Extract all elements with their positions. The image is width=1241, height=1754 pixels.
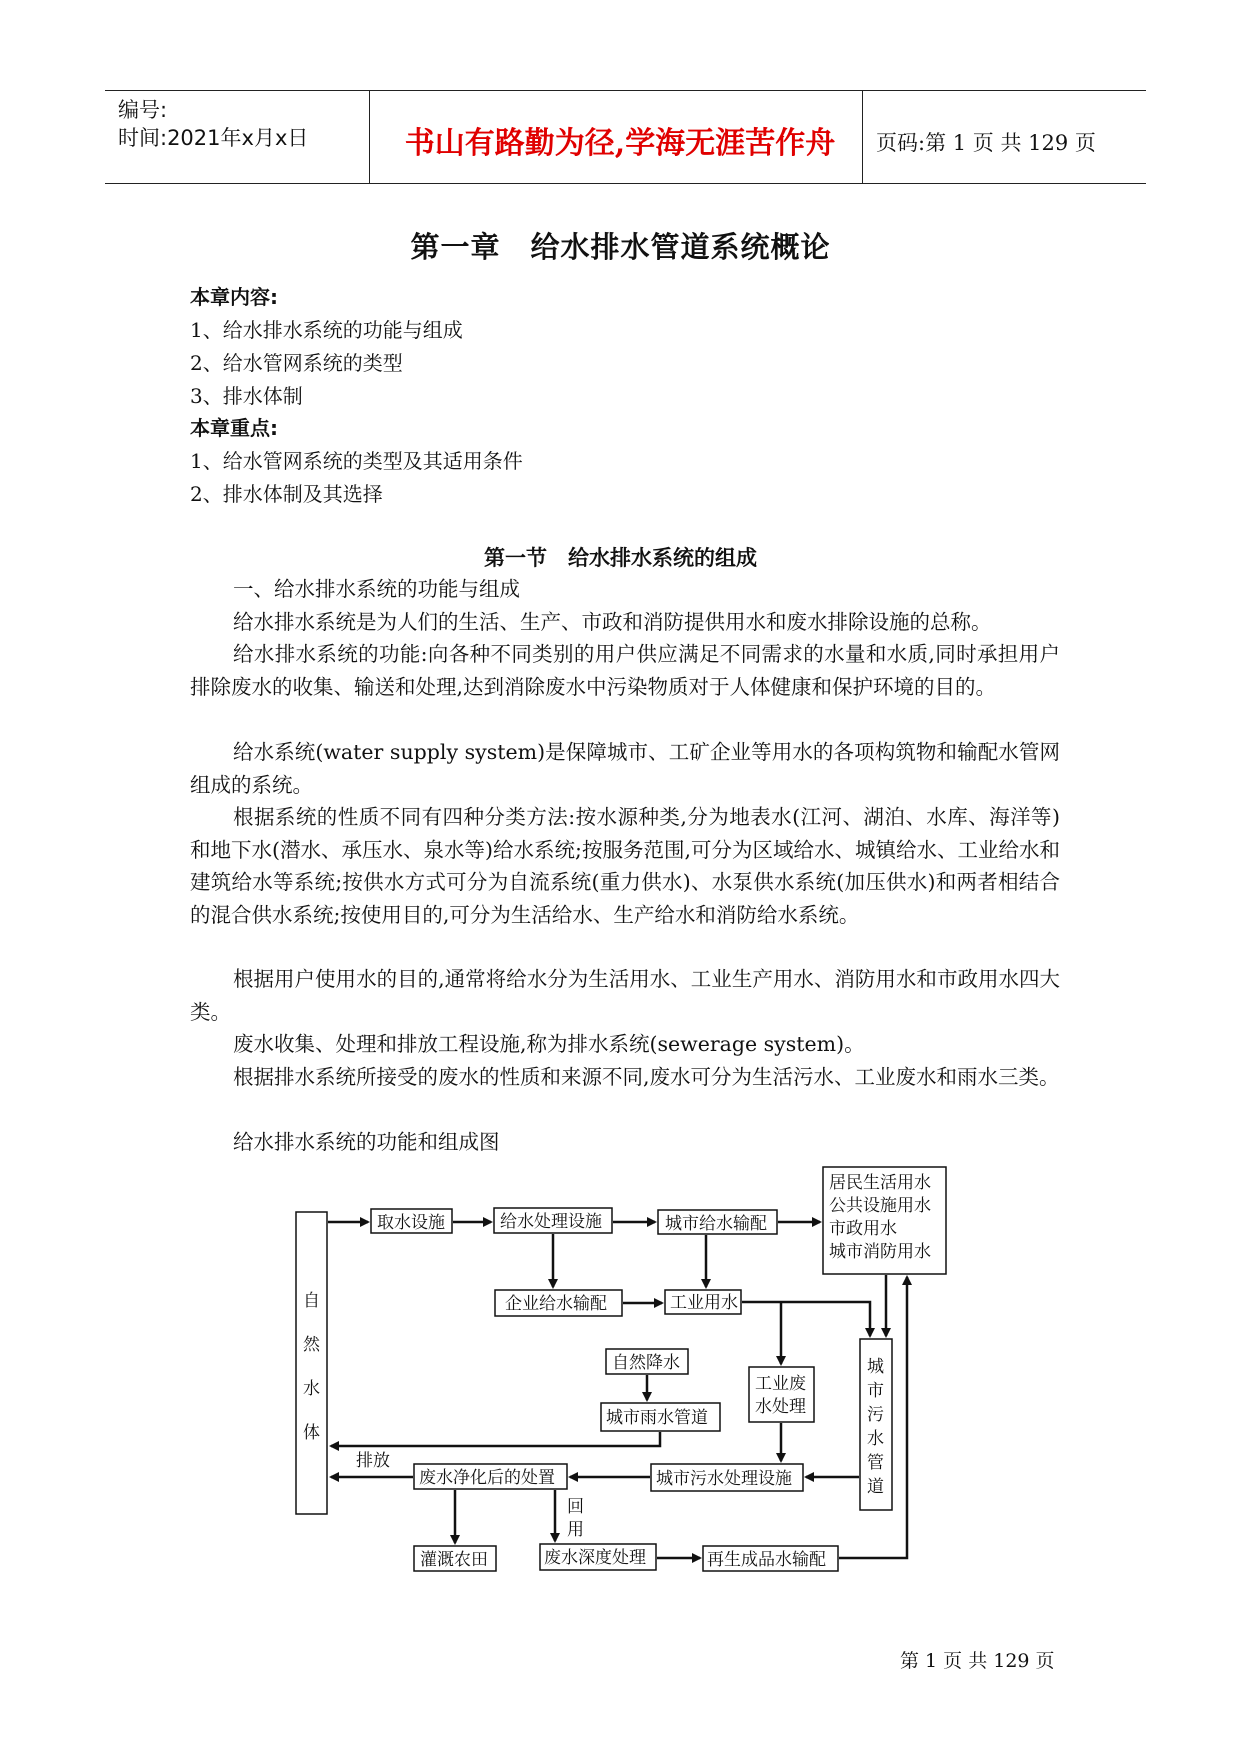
- arrow-industrial-to-sewer: [742, 1302, 870, 1336]
- contents-item-2: 2、给水管网系统的类型: [190, 351, 403, 375]
- treatment-label: 给水处理设施: [500, 1212, 602, 1232]
- reclaimed-distribution-label: 再生成品水输配: [707, 1550, 826, 1570]
- after-purification-label: 废水净化后的处置: [419, 1468, 555, 1488]
- industrial-treatment-label-2: 水处理: [755, 1397, 806, 1417]
- users-label-2: 公共设施用水: [829, 1196, 931, 1216]
- arrow-storm-to-water: [331, 1432, 660, 1446]
- users-label-3: 市政用水: [829, 1219, 897, 1239]
- industrial-water-label: 工业用水: [670, 1293, 738, 1313]
- keypoints-item-2: 2、排水体制及其选择: [190, 482, 383, 506]
- industrial-treatment-label-1: 工业废: [755, 1374, 806, 1394]
- paragraph-wastewater-types: 根据排水系统所接受的废水的性质和来源不同,废水可分为生活污水、工业废水和雨水三类。: [233, 1065, 1060, 1089]
- intake-label: 取水设施: [377, 1213, 445, 1233]
- natural-water-label-4: 体: [303, 1423, 320, 1443]
- paragraph-function: 给水排水系统的功能:向各种不同类别的用户供应满足不同需求的水量和水质,同时承担用户排除废水的收集、输送和处理,达到消除废水中污染物质对于人体健康和保护环境的目的。: [190, 642, 1060, 699]
- sewer-pipe-label-5: 管: [867, 1453, 884, 1473]
- chapter-title: 第一章 给水排水管道系统概论: [410, 230, 831, 264]
- sewage-treatment-label: 城市污水处理设施: [656, 1469, 792, 1489]
- paragraph-subheading: 一、给水排水系统的功能与组成: [233, 577, 520, 601]
- natural-water-label-1: 自: [303, 1291, 320, 1311]
- sewer-pipe-label-4: 水: [867, 1429, 884, 1449]
- header-motto: 书山有路勤为径,学海无涯苦作舟: [404, 126, 836, 161]
- sewer-pipe-label-6: 道: [867, 1477, 884, 1497]
- natural-water-label-2: 然: [303, 1335, 320, 1355]
- section-title: 第一节 给水排水系统的组成: [484, 546, 757, 570]
- sewer-pipe-label-1: 城: [867, 1357, 884, 1377]
- header-page-info: 页码:第 1 页 共 129 页: [876, 131, 1096, 155]
- natural-water-box: [296, 1212, 327, 1514]
- paragraph-water-use: 根据用户使用水的目的,通常将给水分为生活用水、工业生产用水、消防用水和市政用水四大类。: [190, 967, 1060, 1024]
- natural-water-label-3: 水: [303, 1379, 320, 1399]
- contents-item-1: 1、给水排水系统的功能与组成: [190, 318, 463, 342]
- irrigation-label: 灌溉农田: [420, 1550, 488, 1570]
- header-time: 时间:2021年x月x日: [118, 126, 309, 150]
- keypoints-item-1: 1、给水管网系统的类型及其适用条件: [190, 449, 523, 473]
- contents-item-3: 3、排水体制: [190, 384, 303, 408]
- discharge-label: 排放: [356, 1451, 390, 1471]
- header-number: 编号:: [118, 98, 168, 122]
- page-footer: 第 1 页 共 129 页: [900, 1650, 1055, 1672]
- reuse-label-1: 回: [567, 1497, 584, 1517]
- contents-heading: 本章内容:: [190, 285, 278, 309]
- paragraph-classification: 根据系统的性质不同有四种分类方法:按水源种类,分为地表水(江河、湖泊、水库、海洋等)和地下水(潜水、承压水、泉水等)给水系统;按服务范围,可分为区域给水、城镇给水、工业给水和建筑给水等系统;按供水方式可分为自流系统(重力供水)、水泵供水系统(加压供水)和两者相结合的混合供水系统;按使用目的,可分为生活给水、生产给水和消防给水系统。: [190, 805, 1060, 927]
- rainfall-label: 自然降水: [612, 1353, 680, 1373]
- paragraph-water-supply: 给水系统(water supply system)是保障城市、工矿企业等用水的各项构筑物和输配水管网组成的系统。: [190, 740, 1060, 797]
- users-label-1: 居民生活用水: [829, 1173, 931, 1193]
- storm-pipe-label: 城市雨水管道: [606, 1408, 708, 1428]
- reuse-label-2: 用: [567, 1520, 584, 1540]
- advanced-treatment-label: 废水深度处理: [544, 1548, 646, 1568]
- paragraph-figure-caption: 给水排水系统的功能和组成图: [233, 1130, 500, 1154]
- keypoints-heading: 本章重点:: [190, 416, 278, 440]
- sewer-pipe-label-3: 污: [867, 1405, 884, 1425]
- paragraph-definition: 给水排水系统是为人们的生活、生产、市政和消防提供用水和废水排除设施的总称。: [233, 610, 992, 634]
- enterprise-distribution-label: 企业给水输配: [505, 1294, 607, 1314]
- sewer-pipe-label-2: 市: [867, 1381, 884, 1401]
- paragraph-sewerage: 废水收集、处理和排放工程设施,称为排水系统(sewerage system)。: [233, 1032, 865, 1056]
- users-label-4: 城市消防用水: [829, 1242, 931, 1262]
- city-distribution-label: 城市给水输配: [665, 1214, 767, 1234]
